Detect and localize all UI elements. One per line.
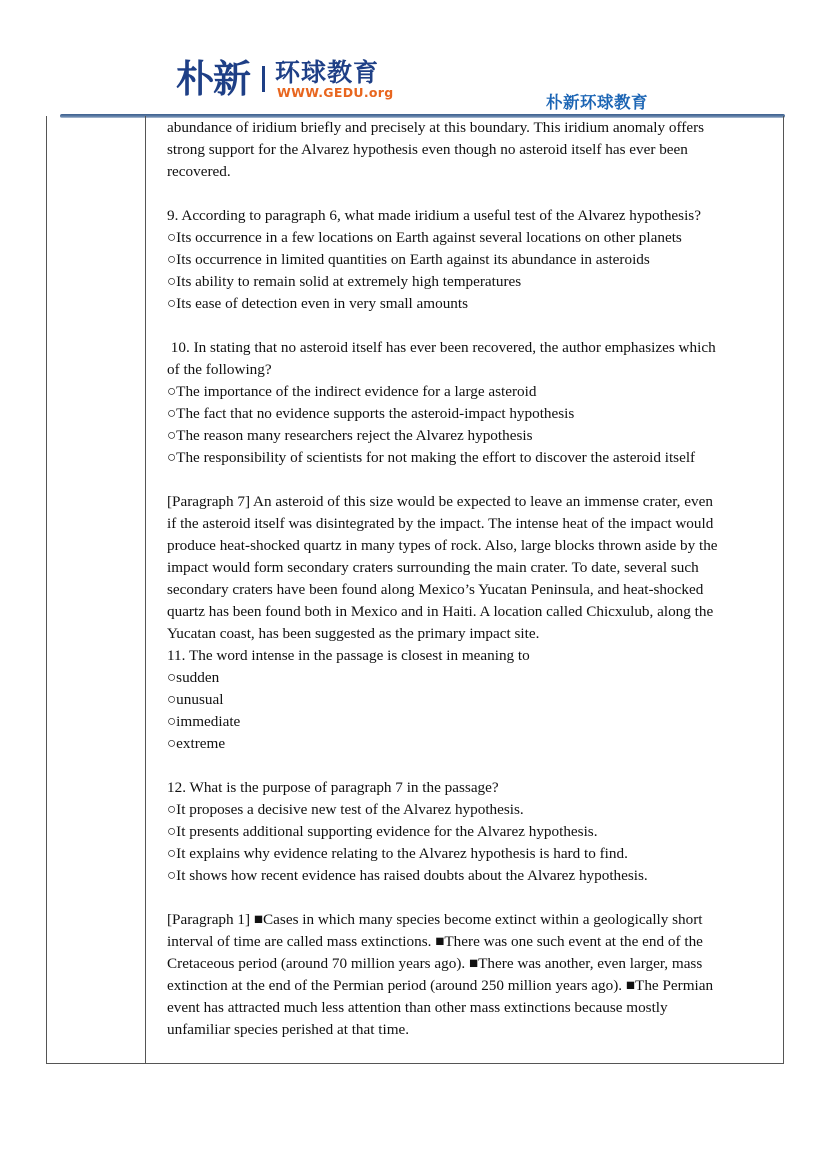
table-left-column [47, 116, 146, 1063]
passage-paragraph-6-tail [167, 117, 777, 183]
text-line: produce heat-shocked quartz in many types of rock. Also, large blocks thrown aside by the [167, 537, 718, 554]
question-11 [167, 645, 777, 755]
answer-option[interactable]: ○It shows how recent evidence has raised doubts about the Alvarez hypothesis. [167, 867, 648, 884]
text-line: extinction at the end of the Permian period (around 250 million years ago). ■The Permian [167, 977, 714, 994]
gedu-logo [176, 56, 393, 102]
answer-option[interactable]: ○Its occurrence in a few locations on Earth against several locations on other planets [167, 229, 682, 246]
logo-main-text: 朴新 [176, 57, 251, 101]
question-text: 12. What is the purpose of paragraph 7 in the passage? [167, 779, 499, 796]
question-text: 10. In stating that no asteroid itself has ever been recovered, the author emphasizes which [167, 339, 716, 356]
passage-paragraph-7 [167, 491, 777, 645]
question-12 [167, 777, 777, 887]
text-line: [Paragraph 1] ■Cases in which many species become extinct within a geologically short [167, 911, 703, 928]
logo-right-block [275, 59, 393, 100]
answer-option[interactable]: ○immediate [167, 713, 241, 730]
text-line: [Paragraph 7] An asteroid of this size would be expected to leave an immense crater, even [167, 493, 713, 510]
answer-option[interactable]: ○unusual [167, 691, 224, 708]
text-line: event has attracted much less attention than other mass extinctions because mostly [167, 999, 668, 1016]
answer-option[interactable]: ○Its ease of detection even in very small amounts [167, 295, 469, 312]
text-line: unfamiliar species perished at that time. [167, 1021, 410, 1038]
answer-option[interactable]: ○It proposes a decisive new test of the Alvarez hypothesis. [167, 801, 524, 818]
content-table [46, 116, 784, 1064]
page-header [0, 0, 828, 118]
text-line: recovered. [167, 163, 231, 180]
logo-cn-text: 环球教育 [275, 57, 380, 87]
answer-option[interactable]: ○The fact that no evidence supports the asteroid-impact hypothesis [167, 405, 575, 422]
text-line: strong support for the Alvarez hypothesis even though no asteroid itself has ever been [167, 141, 688, 158]
text-line: if the asteroid itself was disintegrated by the impact. The intense heat of the impact would [167, 515, 714, 532]
question-text: of the following? [167, 361, 272, 378]
text-line: abundance of iridium briefly and precisely at this boundary. This iridium anomaly offers [167, 119, 705, 136]
answer-option[interactable]: ○The importance of the indirect evidence for a large asteroid [167, 383, 537, 400]
answer-option[interactable]: ○The reason many researchers reject the Alvarez hypothesis [167, 427, 533, 444]
text-line: Yucatan coast, has been suggested as the primary impact site. [167, 625, 540, 642]
table-right-column [167, 116, 777, 1041]
text-line: quartz has been found both in Mexico and in Haiti. A location called Chicxulub, along the [167, 603, 714, 620]
question-text: 11. The word intense in the passage is closest in meaning to [167, 647, 530, 664]
text-line: interval of time are called mass extinctions. ■There was one such event at the end of the [167, 933, 703, 950]
answer-option[interactable]: ○It presents additional supporting evidence for the Alvarez hypothesis. [167, 823, 598, 840]
text-line: impact would form secondary craters surrounding the main crater. To date, several such [167, 559, 699, 576]
answer-option[interactable]: ○sudden [167, 669, 220, 686]
answer-option[interactable]: ○extreme [167, 735, 226, 752]
passage-paragraph-1 [167, 909, 777, 1041]
text-line: secondary craters have been found along Mexico’s Yucatan Peninsula, and heat-shocked [167, 581, 704, 598]
question-text: 9. According to paragraph 6, what made iridium a useful test of the Alvarez hypothesis? [167, 207, 701, 224]
logo-separator [262, 66, 265, 92]
answer-option[interactable]: ○It explains why evidence relating to the Alvarez hypothesis is hard to find. [167, 845, 628, 862]
answer-option[interactable]: ○The responsibility of scientists for not making the effort to discover the asteroid itself [167, 449, 696, 466]
answer-option[interactable]: ○Its occurrence in limited quantities on Earth against its abundance in asteroids [167, 251, 650, 268]
answer-option[interactable]: ○Its ability to remain solid at extremely high temperatures [167, 273, 522, 290]
header-brand-text: 朴新环球教育 [546, 93, 648, 112]
text-line: Cretaceous period (around 70 million years ago). ■There was another, even larger, mass [167, 955, 703, 972]
question-10 [167, 337, 777, 469]
question-9 [167, 205, 777, 315]
logo-url: WWW.GEDU.org [277, 84, 394, 100]
